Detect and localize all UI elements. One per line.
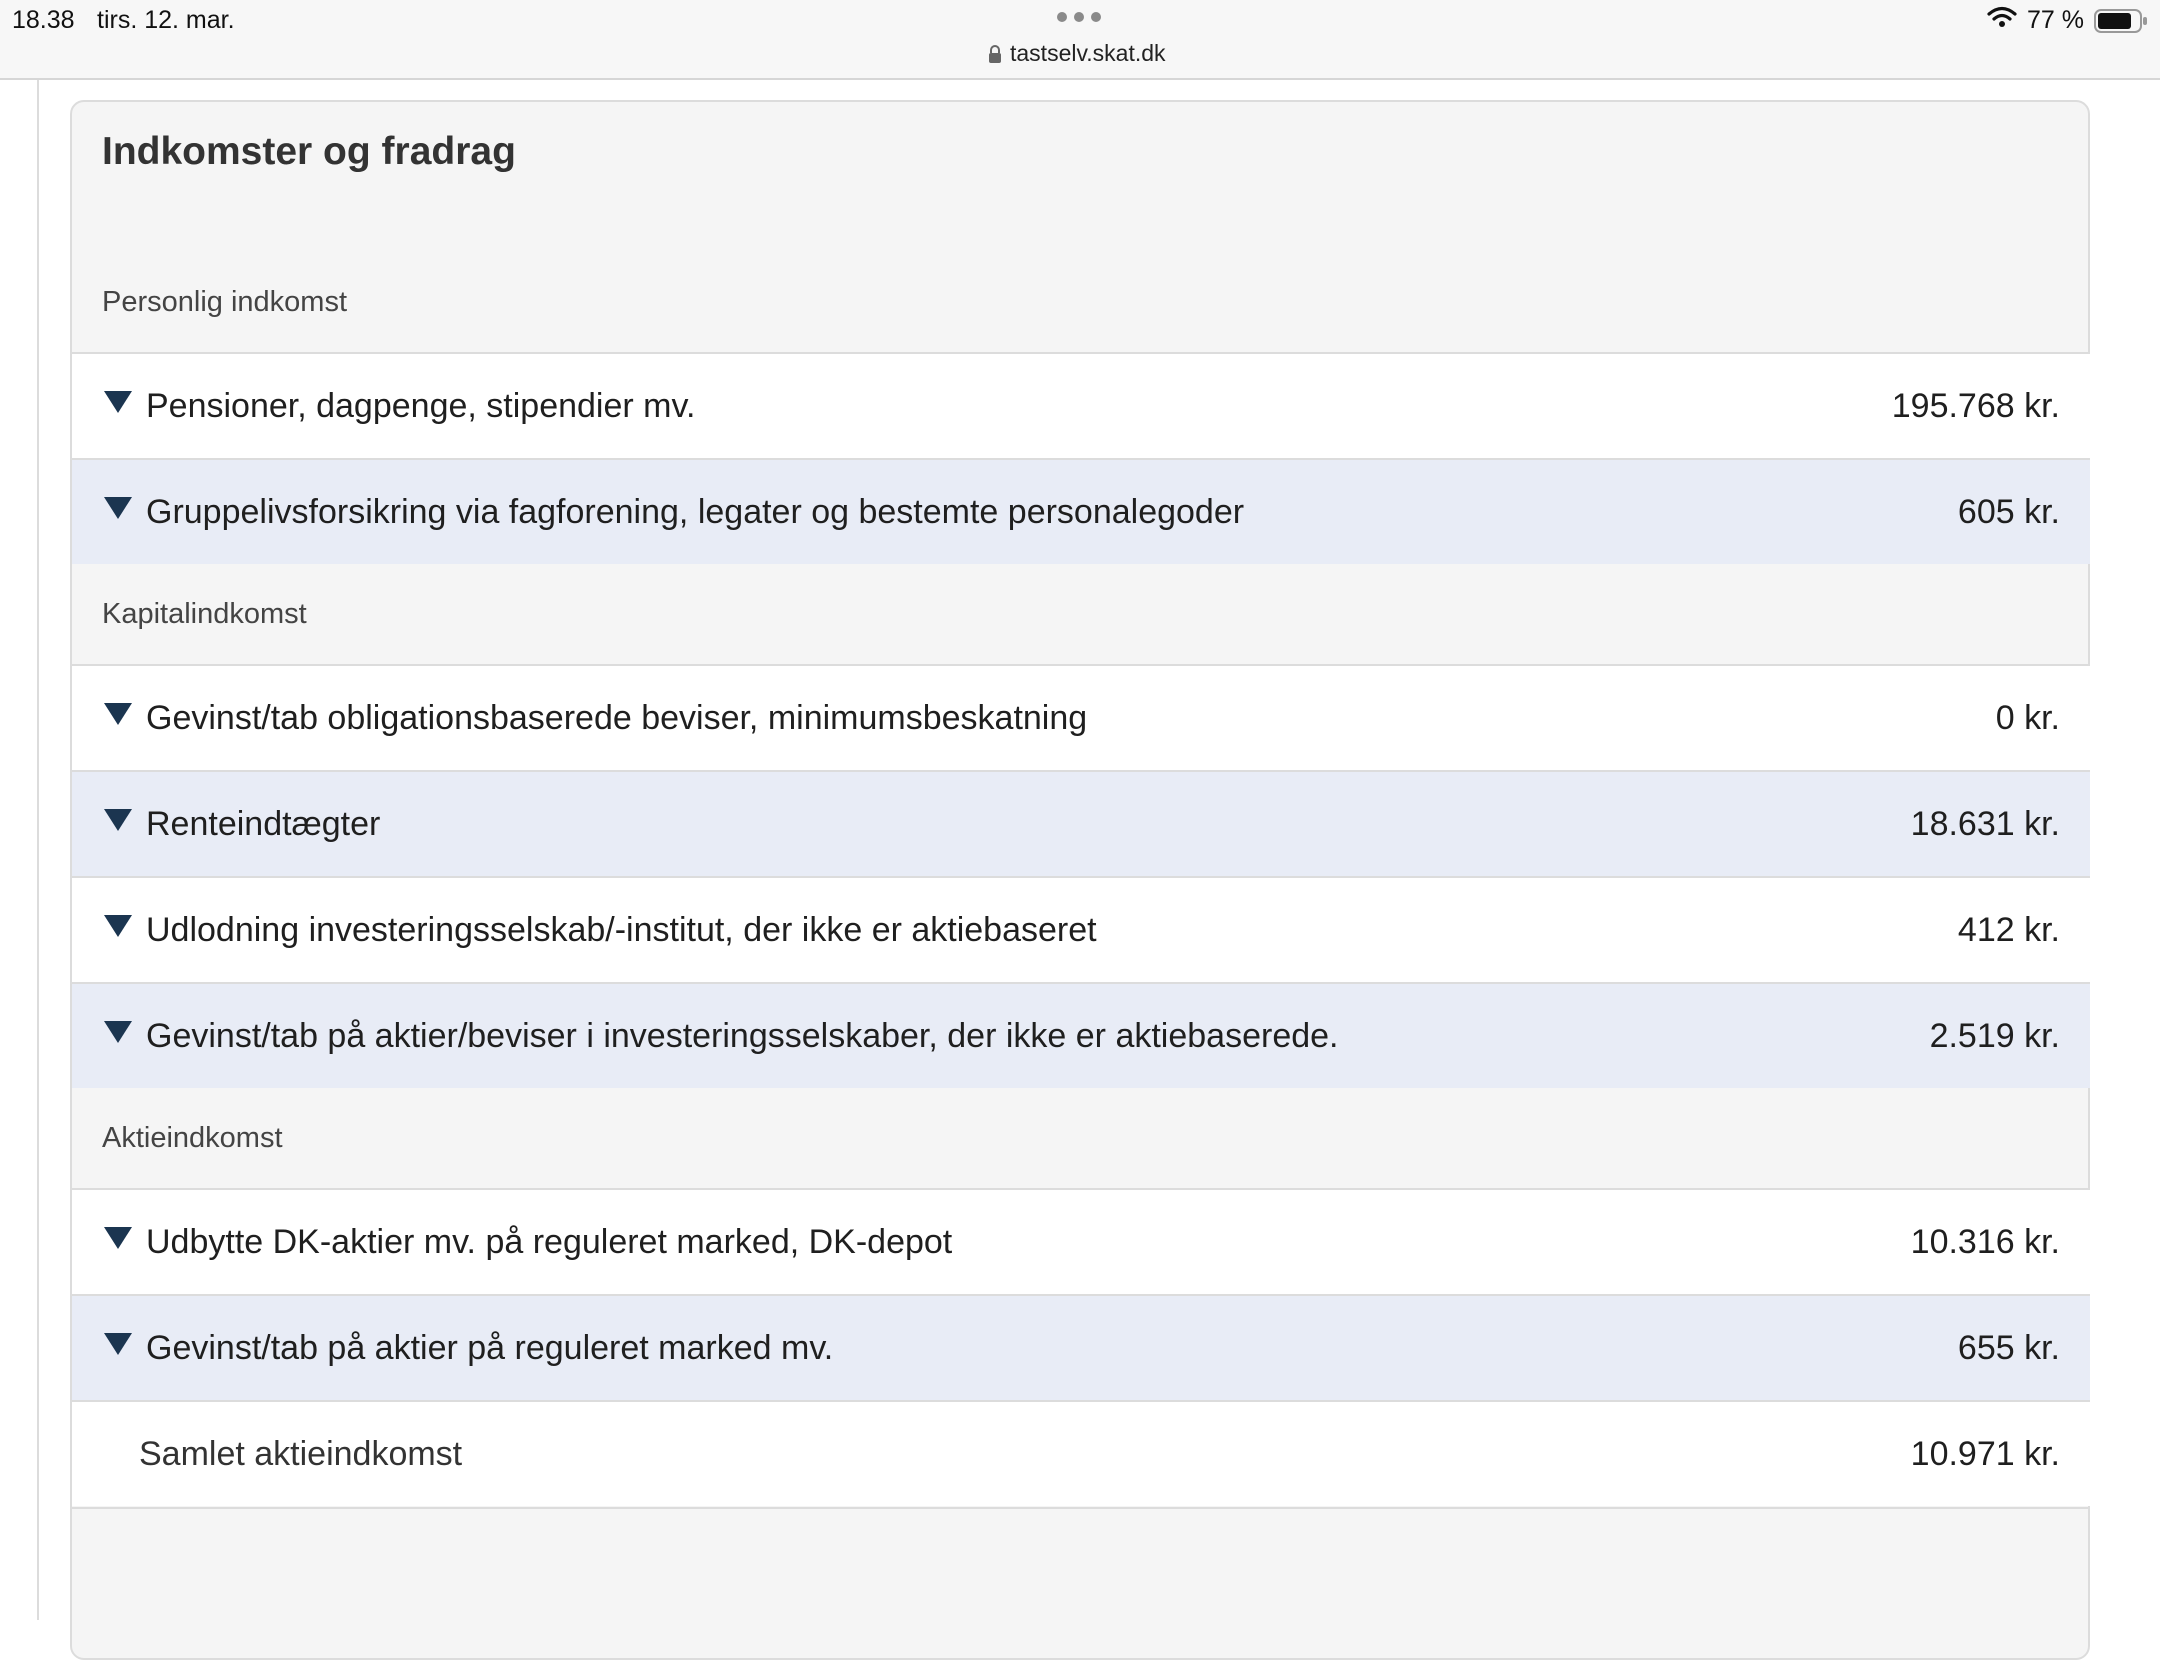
page-title: Indkomster og fradrag xyxy=(102,130,516,173)
status-right xyxy=(1987,6,2148,35)
expand-triangle-icon[interactable] xyxy=(104,915,132,937)
total-row xyxy=(72,1400,2090,1506)
expand-triangle-icon[interactable] xyxy=(104,391,132,413)
income-row[interactable] xyxy=(72,982,2090,1088)
row-label: Udbytte DK-aktier mv. på reguleret marked, DK-depot xyxy=(146,1222,953,1261)
row-amount: 0 kr. xyxy=(1995,698,2060,737)
total-amount: 10.971 kr. xyxy=(1910,1434,2060,1473)
address-bar[interactable] xyxy=(988,40,1166,67)
status-time: 18.38 xyxy=(12,6,75,34)
row-amount: 18.631 kr. xyxy=(1910,804,2060,843)
income-row[interactable] xyxy=(72,876,2090,982)
page-left-border xyxy=(37,80,39,1620)
row-amount: 655 kr. xyxy=(1957,1328,2060,1367)
row-label: Renteindtægter xyxy=(146,804,381,843)
income-row[interactable] xyxy=(72,352,2090,458)
income-row[interactable] xyxy=(72,1188,2090,1294)
battery-icon xyxy=(2094,8,2148,34)
wifi-icon xyxy=(1987,6,2017,35)
income-deductions-panel xyxy=(70,100,2090,1660)
total-label: Samlet aktieindkomst xyxy=(139,1434,463,1473)
expand-triangle-icon[interactable] xyxy=(104,703,132,725)
section-label-aktieindkomst: Aktieindkomst xyxy=(102,1122,283,1154)
url-text: tastselv.skat.dk xyxy=(1010,40,1166,66)
income-row[interactable] xyxy=(72,664,2090,770)
lock-icon xyxy=(988,44,1002,64)
row-label: Udlodning investeringsselskab/-institut, der ikke er aktiebaseret xyxy=(146,910,1097,949)
battery-percent: 77 % xyxy=(2027,6,2084,34)
row-label: Gevinst/tab på aktier/beviser i investeringsselskaber, der ikke er aktiebaserede. xyxy=(146,1016,1339,1055)
expand-triangle-icon[interactable] xyxy=(104,1021,132,1043)
row-label: Gevinst/tab på aktier på reguleret marked mv. xyxy=(146,1328,834,1367)
section-label-personlig-indkomst: Personlig indkomst xyxy=(102,286,347,318)
row-amount: 412 kr. xyxy=(1957,910,2060,949)
row-label: Gruppelivsforsikring via fagforening, legater og bestemte personalegoder xyxy=(146,492,1245,531)
expand-triangle-icon[interactable] xyxy=(104,1227,132,1249)
divider xyxy=(72,1507,2090,1509)
status-bar xyxy=(0,0,2160,80)
multitasking-dots-icon[interactable] xyxy=(1057,12,1101,22)
income-row[interactable] xyxy=(72,1294,2090,1400)
row-amount: 605 kr. xyxy=(1957,492,2060,531)
expand-triangle-icon[interactable] xyxy=(104,1333,132,1355)
status-date: tirs. 12. mar. xyxy=(97,6,235,34)
income-row[interactable] xyxy=(72,458,2090,564)
row-amount: 10.316 kr. xyxy=(1910,1222,2060,1261)
expand-triangle-icon[interactable] xyxy=(104,809,132,831)
expand-triangle-icon[interactable] xyxy=(104,497,132,519)
income-row[interactable] xyxy=(72,770,2090,876)
row-label: Pensioner, dagpenge, stipendier mv. xyxy=(146,386,696,425)
section-label-kapitalindkomst: Kapitalindkomst xyxy=(102,598,307,630)
row-label: Gevinst/tab obligationsbaserede beviser, minimumsbeskatning xyxy=(146,698,1088,737)
row-amount: 195.768 kr. xyxy=(1891,386,2060,425)
row-amount: 2.519 kr. xyxy=(1929,1016,2060,1055)
